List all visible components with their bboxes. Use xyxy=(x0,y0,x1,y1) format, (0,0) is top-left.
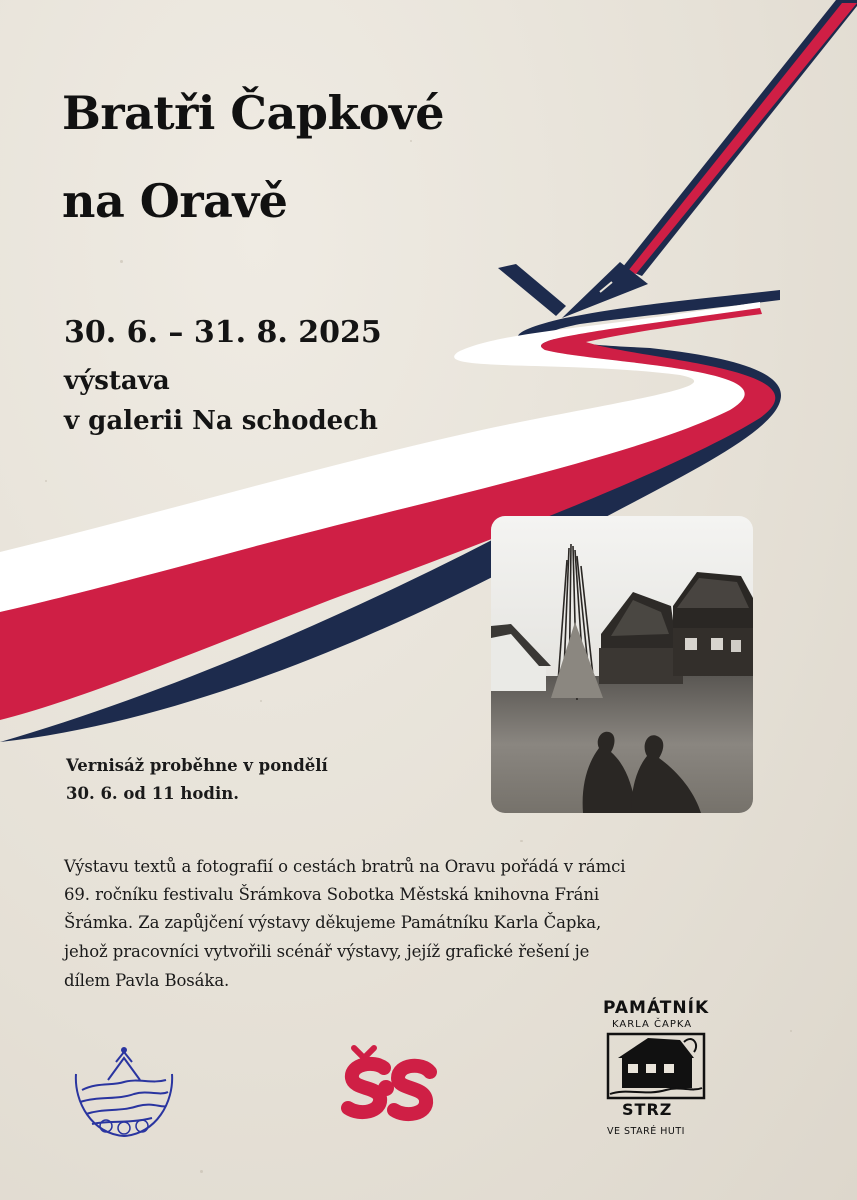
vernissage-line-1: Vernisáž proběhne v pondělí xyxy=(66,756,328,775)
description-line: jehož pracovníci vytvořili scénář výstavy, jejíž grafické řešení je xyxy=(64,942,590,961)
title-line-2: na Oravě xyxy=(62,174,288,228)
sramkova-sobotka-logo-icon xyxy=(340,1042,440,1132)
pen-red-stripe xyxy=(628,3,857,274)
description-line: 69. ročníku festivalu Šrámkova Sobotka Městská knihovna Fráni xyxy=(64,885,600,904)
vernissage-line-2: 30. 6. od 11 hodin. xyxy=(66,784,239,803)
description-line: dílem Pavla Bosáka. xyxy=(64,971,230,990)
logo-text-pamatnik: PAMÁTNÍK xyxy=(603,998,710,1018)
logo-text-strz: STRZ xyxy=(622,1100,673,1119)
description-line: Šrámka. Za zapůjčení výstavy děkujeme Památníku Karla Čapka, xyxy=(64,913,602,932)
photo-illustration xyxy=(491,516,753,813)
historic-photo xyxy=(491,516,753,813)
library-logo-icon xyxy=(68,1042,180,1142)
pamatnik-karla-capka-logo-icon xyxy=(596,998,716,1140)
subtitle-line-2: v galerii Na schodech xyxy=(64,406,378,436)
description-line: Výstavu textů a fotografií o cestách bratrů na Oravu pořádá v rámci xyxy=(64,857,626,876)
title-line-1: Bratři Čapkové xyxy=(62,86,445,140)
pen-cap xyxy=(498,264,566,316)
subtitle-line-1: výstava xyxy=(64,366,170,396)
logo-text-ve-stare-huti: VE STARÉ HUTI xyxy=(607,1126,685,1137)
exhibition-dates: 30. 6. – 31. 8. 2025 xyxy=(64,315,382,350)
logo-text-karla-capka: KARLA ČAPKA xyxy=(612,1019,693,1030)
